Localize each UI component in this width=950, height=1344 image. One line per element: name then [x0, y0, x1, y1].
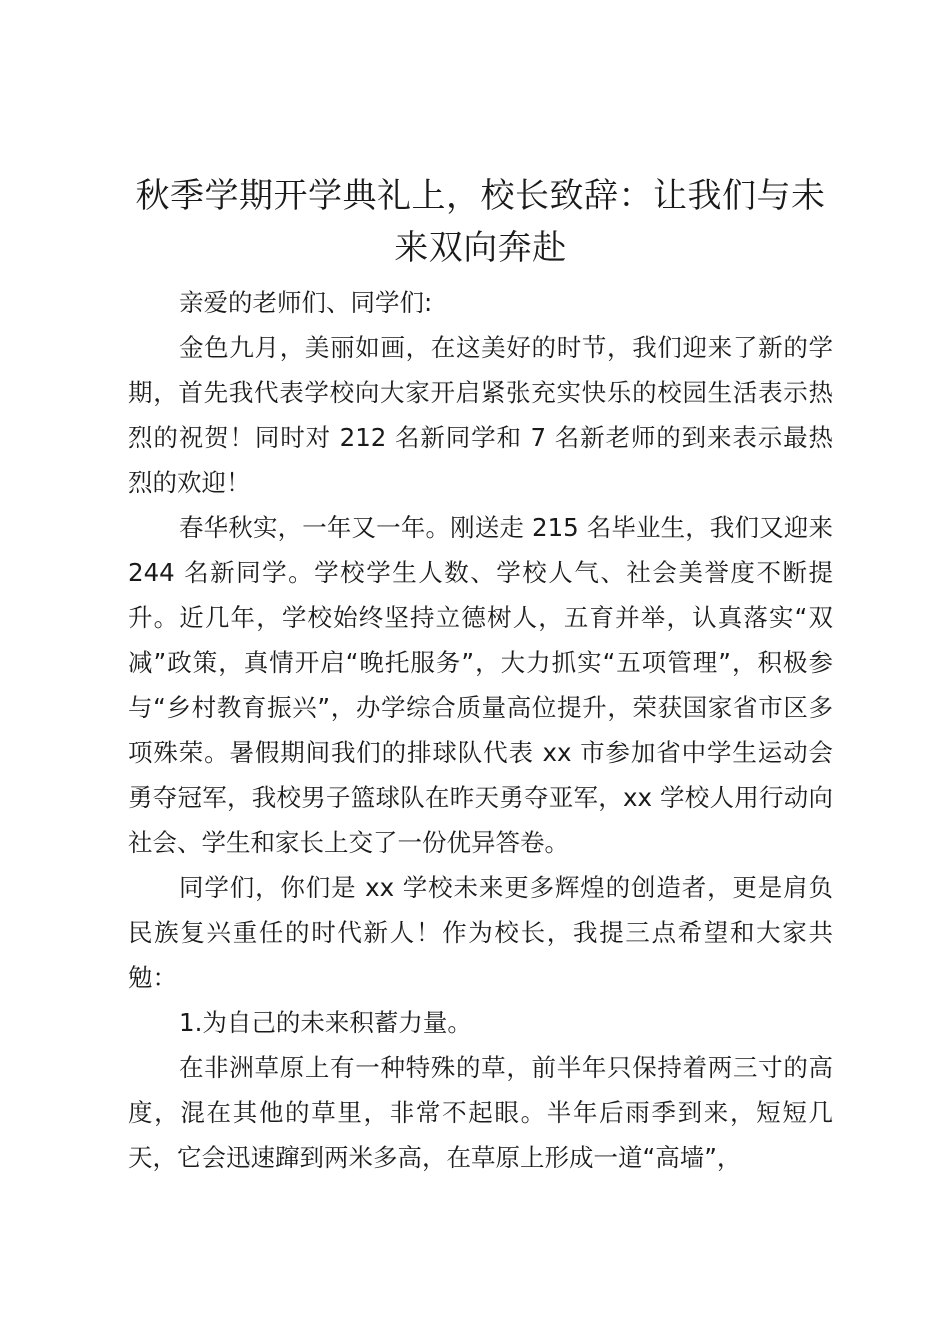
greeting-paragraph: 亲爱的老师们、同学们: — [179, 288, 433, 317]
body-paragraph: 金色九月，美丽如画，在这美好的时节，我们迎来了新的学期，首先我代表学校向大家开启紧张充实快乐的校园生活表示热烈的祝贺！同时对 212 名新同学和 7 名新老师的到来表示最热烈的欢迎！ — [128, 333, 833, 497]
body-paragraph: 在非洲草原上有一种特殊的草，前半年只保持着两三寸的高度，混在其他的草里，非常不起眼。半年后雨季到来，短短几天，它会迅速蹿到两米多高，在草原上形成一道“高墙”， — [128, 1053, 833, 1172]
document-page — [128, 170, 833, 1180]
section-heading: 1.为自己的未来积蓄力量。 — [179, 1008, 472, 1037]
document-title: 秋季学期开学典礼上，校长致辞：让我们与未来双向奔赴 — [135, 176, 826, 268]
body-paragraph: 春华秋实，一年又一年。刚送走 215 名毕业生，我们又迎来 244 名新同学。学校学生人数、学校人气、社会美誉度不断提升。近几年，学校始终坚持立德树人，五育并举，认真落实“双减”政策，真情开启“晚托服务”，大力抓实“五项管理”，积极参与“乡村教育振兴”，办学综合质量高位提升，荣获国家省市区多项殊荣。暑假期间我们的排球队代表 xx 市参加省中学生运动会勇夺冠军，我校男子篮球队在昨天勇夺亚军，xx 学校人用行动向社会、学生和家长上交了一份优异答卷。 — [128, 513, 833, 857]
body-paragraph: 同学们，你们是 xx 学校未来更多辉煌的创造者，更是肩负民族复兴重任的时代新人！作为校长，我提三点希望和大家共勉： — [128, 873, 833, 992]
